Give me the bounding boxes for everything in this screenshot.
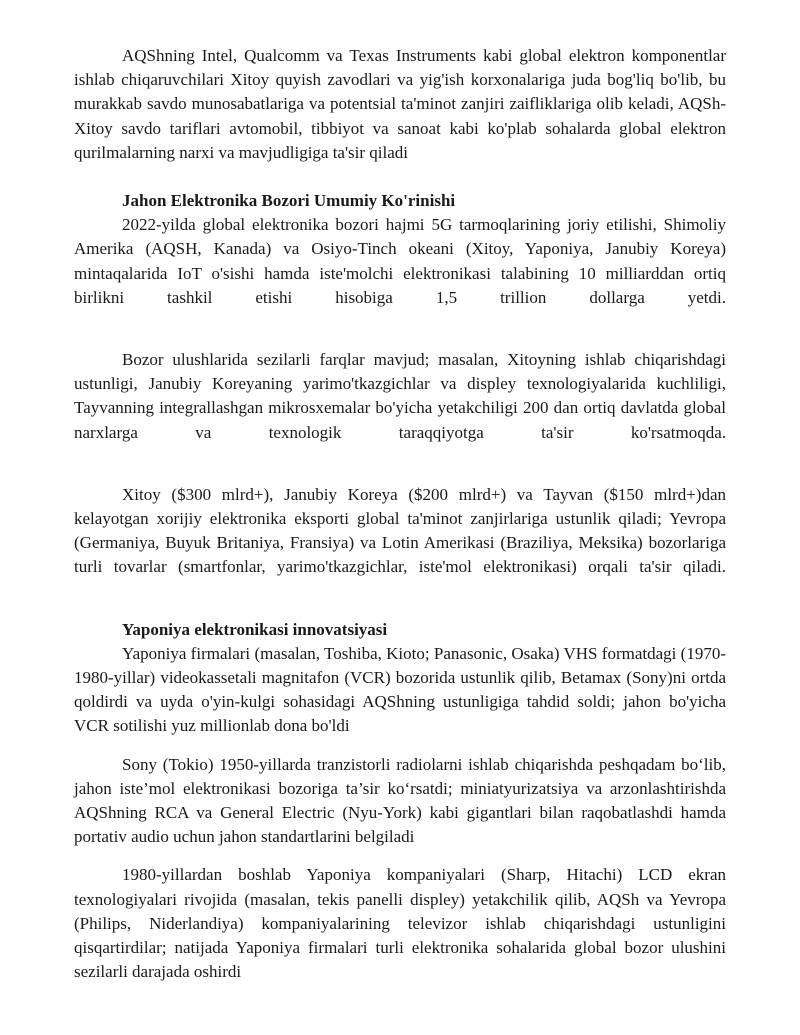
paragraph-lcd-technology: 1980-yillardan boshlab Yaponiya kompaniyalari (Sharp, Hitachi) LCD ekran texnologiyalari rivojida (masalan, tekis panelli displey) yetakchilik qilib, AQSh va Yevropa (Philips, Niderlandiya) kompaniyalarining televizor ishlab chiqarishdagi ustunligini qisqartirdilar; natijada Yaponiya firmalari turli elektronika sohalarida global bozor ulushini sezilarli darajada oshirdi: [74, 865, 726, 982]
paragraph-sony-transistor-radio: Sony (Tokio) 1950-yillarda tranzistorli radiolarni ishlab chiqarishda peshqadam bo‘lib, jahon iste’mol elektronikasi bozoriga ta’sir ko‘rsatdi; miniatyurizatsiya va arzonlashtirishda AQShning RCA va General Electric (Nyu-York) kabi gigantlari bilan raqobatlashdi hamda portativ audio uchun jahon standartlarini belgiladi: [74, 754, 726, 847]
paragraph-export-dominance: Xitoy ($300 mlrd+), Janubiy Koreya ($200 mlrd+) va Tayvan ($150 mlrd+)dan kelayotgan xorijiy elektronika eksporti global ta'minot zanjirlariga ustunlik qiladi; Yevropa (Germaniya, Buyuk Britaniya, Fransiya) va Lotin Amerikasi (Braziliya, Meksika) bozorlariga turli tovarlar (smartfonlar, yarimo'tkazgichlar, iste'mol elektronikasi) orqali ta'sir qiladi.: [74, 484, 726, 577]
paragraph-market-share-differences: Bozor ulushlarida sezilarli farqlar mavjud; masalan, Xitoyning ishlab chiqarishdagi ustunligi, Janubiy Koreyaning yarimo'tkazgichlar va displey texnologiyalarida kuchliligi, Tayvanning integrallashgan mikrosxemalar bo'yicha yetakchiligi 200 dan ortiq davlatda global narxlarga va texnologik taraqqiyotga ta'sir ko'rsatmoqda.: [74, 350, 726, 442]
paragraph-vhs-vcr-market: Yaponiya firmalari (masalan, Toshiba, Kioto; Panasonic, Osaka) VHS formatdagi (1970-1980-yillar) videokassetali magnitafon (VCR) bozorida ustunlik qilib, Betamax (Sony)ni ortda qoldirdi va uyda o'yin-kulgi sohasidagi AQShning ustunligiga tahdid soldi; jahon bo'yicha VCR sotilishi yuz millionlab dona bo'ldi: [74, 643, 726, 736]
heading-global-electronics-market: Jahon Elektronika Bozori Umumiy Ko'rinishi: [122, 191, 456, 211]
paragraph-market-size-2022: 2022-yilda global elektronika bozori hajmi 5G tarmoqlarining joriy etilishi, Shimoliy Amerika (AQSH, Kanada) va Osiyo-Tinch okeani (Xitoy, Yaponiya, Janubiy Koreya) mintaqalarida IoT o'sishi hamda iste'molchi elektronikasi talabining 10 milliarddan ortiq birlikni tashkil etishi hisobiga 1,5 trillion dollarga yetdi.: [74, 215, 726, 307]
paragraph-us-china-supply-chain: AQShning Intel, Qualcomm va Texas Instruments kabi global elektron komponentlar ishlab chiqaruvchilari Xitoy quyish zavodlari va yig'ish korxonalariga juda bog'liq bo'lib, bu murakkab savdo munosabatlariga va potentsial ta'minot zanjiri zaifliklariga olib keladi, AQSh-Xitoy savdo tariflari avtomobil, tibbiyot va sanoat kabi ko'plab sohalarda global elektron qurilmalarning narxi va mavjudligiga ta'sir qiladi: [74, 46, 726, 162]
document-page: [74, 44, 726, 985]
heading-japan-electronics-innovation: Yaponiya elektronikasi innovatsiyasi: [122, 619, 388, 639]
